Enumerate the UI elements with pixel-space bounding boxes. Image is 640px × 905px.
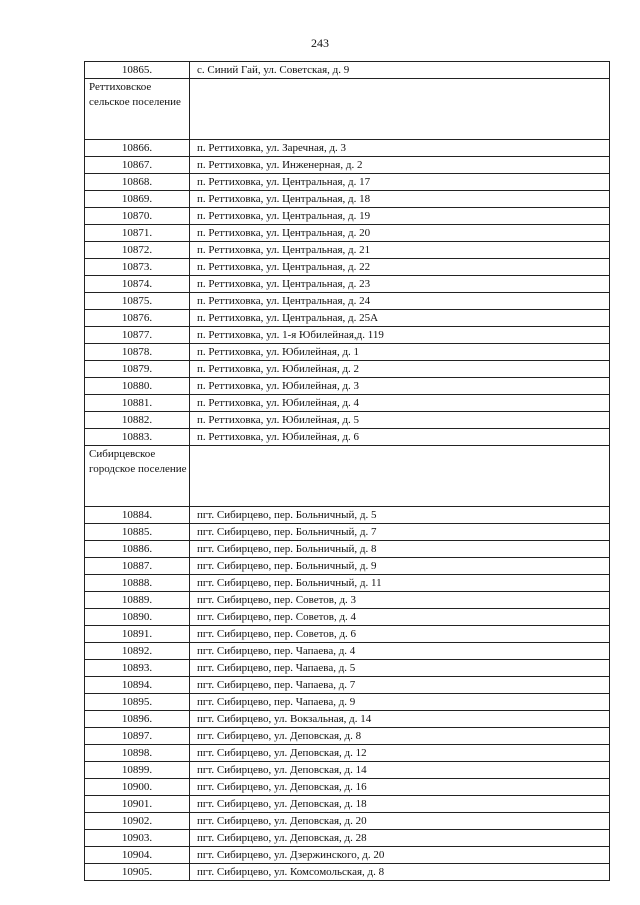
- table-row: [85, 174, 610, 191]
- entry-number: 10874.: [85, 276, 190, 293]
- table-row: [85, 361, 610, 378]
- entry-number: 10889.: [85, 592, 190, 609]
- entry-number: 10873.: [85, 259, 190, 276]
- entry-address: пгт. Сибирцево, пер. Советов, д. 3: [190, 592, 610, 609]
- entry-address: пгт. Сибирцево, ул. Деповская, д. 28: [190, 830, 610, 847]
- entry-address: пгт. Сибирцево, пер. Больничный, д. 11: [190, 575, 610, 592]
- entry-address: пгт. Сибирцево, пер. Советов, д. 4: [190, 609, 610, 626]
- table-row: [85, 344, 610, 361]
- table-row: [85, 677, 610, 694]
- section-empty-cell: [190, 446, 610, 507]
- entry-address: п. Реттиховка, ул. Центральная, д. 23: [190, 276, 610, 293]
- entry-number: 10900.: [85, 779, 190, 796]
- entry-number: 10882.: [85, 412, 190, 429]
- entry-address: п. Реттиховка, ул. Центральная, д. 20: [190, 225, 610, 242]
- entry-address: пгт. Сибирцево, ул. Деповская, д. 20: [190, 813, 610, 830]
- section-header-row: [85, 446, 610, 507]
- table-row: [85, 412, 610, 429]
- table-row: [85, 378, 610, 395]
- table-row: [85, 259, 610, 276]
- table-row: [85, 694, 610, 711]
- table-row: [85, 779, 610, 796]
- table-row: [85, 643, 610, 660]
- table-row: [85, 609, 610, 626]
- entry-number: 10898.: [85, 745, 190, 762]
- section-name: Сибирцевское городское поселение: [85, 446, 190, 507]
- section-header-row: [85, 79, 610, 140]
- entry-address: пгт. Сибирцево, пер. Больничный, д. 9: [190, 558, 610, 575]
- entry-number: 10865.: [85, 62, 190, 79]
- entry-number: 10876.: [85, 310, 190, 327]
- entry-number: 10879.: [85, 361, 190, 378]
- entry-address: пгт. Сибирцево, ул. Комсомольская, д. 8: [190, 864, 610, 881]
- address-registry-table: [84, 61, 610, 881]
- entry-address: п. Реттиховка, ул. Заречная, д. 3: [190, 140, 610, 157]
- table-row: [85, 558, 610, 575]
- entry-address: п. Реттиховка, ул. Центральная, д. 25А: [190, 310, 610, 327]
- entry-address: пгт. Сибирцево, пер. Чапаева, д. 5: [190, 660, 610, 677]
- table-row: [85, 191, 610, 208]
- entry-number: 10894.: [85, 677, 190, 694]
- table-row: [85, 796, 610, 813]
- entry-address: п. Реттиховка, ул. Центральная, д. 19: [190, 208, 610, 225]
- entry-address: пгт. Сибирцево, пер. Чапаева, д. 4: [190, 643, 610, 660]
- entry-address: п. Реттиховка, ул. Юбилейная, д. 5: [190, 412, 610, 429]
- entry-address: п. Реттиховка, ул. Центральная, д. 21: [190, 242, 610, 259]
- section-empty-cell: [190, 79, 610, 140]
- entry-address: пгт. Сибирцево, пер. Больничный, д. 7: [190, 524, 610, 541]
- section-name: Реттиховское сельское поселение: [85, 79, 190, 140]
- entry-number: 10869.: [85, 191, 190, 208]
- table-row: [85, 626, 610, 643]
- entry-number: 10885.: [85, 524, 190, 541]
- entry-number: 10893.: [85, 660, 190, 677]
- entry-address: пгт. Сибирцево, пер. Чапаева, д. 9: [190, 694, 610, 711]
- entry-number: 10880.: [85, 378, 190, 395]
- entry-number: 10890.: [85, 609, 190, 626]
- entry-number: 10902.: [85, 813, 190, 830]
- table-row: [85, 507, 610, 524]
- table-row: [85, 813, 610, 830]
- table-row: [85, 711, 610, 728]
- entry-number: 10868.: [85, 174, 190, 191]
- entry-address: пгт. Сибирцево, ул. Деповская, д. 14: [190, 762, 610, 779]
- table-row: [85, 830, 610, 847]
- entry-address: пгт. Сибирцево, ул. Дзержинского, д. 20: [190, 847, 610, 864]
- table-row: [85, 592, 610, 609]
- entry-address: п. Реттиховка, ул. Юбилейная, д. 4: [190, 395, 610, 412]
- entry-address: п. Реттиховка, ул. Центральная, д. 22: [190, 259, 610, 276]
- table-row: [85, 660, 610, 677]
- entry-number: 10904.: [85, 847, 190, 864]
- entry-address: пгт. Сибирцево, пер. Чапаева, д. 7: [190, 677, 610, 694]
- table-row: [85, 225, 610, 242]
- entry-address: п. Реттиховка, ул. 1-я Юбилейная,д. 119: [190, 327, 610, 344]
- entry-number: 10901.: [85, 796, 190, 813]
- entry-address: п. Реттиховка, ул. Юбилейная, д. 1: [190, 344, 610, 361]
- table-row: [85, 745, 610, 762]
- entry-number: 10892.: [85, 643, 190, 660]
- table-row: [85, 327, 610, 344]
- entry-address: п. Реттиховка, ул. Центральная, д. 17: [190, 174, 610, 191]
- page-number: 243: [311, 36, 329, 50]
- entry-number: 10866.: [85, 140, 190, 157]
- entry-address: п. Реттиховка, ул. Юбилейная, д. 2: [190, 361, 610, 378]
- table-row: [85, 395, 610, 412]
- entry-address: п. Реттиховка, ул. Центральная, д. 24: [190, 293, 610, 310]
- entry-address: пгт. Сибирцево, ул. Вокзальная, д. 14: [190, 711, 610, 728]
- entry-address: п. Реттиховка, ул. Юбилейная, д. 6: [190, 429, 610, 446]
- entry-number: 10881.: [85, 395, 190, 412]
- table-row: [85, 242, 610, 259]
- registry-body: [85, 62, 610, 881]
- table-row: [85, 762, 610, 779]
- entry-number: 10877.: [85, 327, 190, 344]
- entry-number: 10905.: [85, 864, 190, 881]
- table-row: [85, 62, 610, 79]
- table-row: [85, 864, 610, 881]
- entry-number: 10878.: [85, 344, 190, 361]
- entry-number: 10872.: [85, 242, 190, 259]
- entry-address: пгт. Сибирцево, пер. Больничный, д. 8: [190, 541, 610, 558]
- entry-number: 10899.: [85, 762, 190, 779]
- entry-address: пгт. Сибирцево, ул. Деповская, д. 18: [190, 796, 610, 813]
- entry-address: пгт. Сибирцево, ул. Деповская, д. 12: [190, 745, 610, 762]
- entry-number: 10886.: [85, 541, 190, 558]
- table-row: [85, 429, 610, 446]
- entry-number: 10871.: [85, 225, 190, 242]
- entry-address: пгт. Сибирцево, пер. Советов, д. 6: [190, 626, 610, 643]
- entry-number: 10870.: [85, 208, 190, 225]
- entry-number: 10883.: [85, 429, 190, 446]
- entry-number: 10888.: [85, 575, 190, 592]
- entry-number: 10895.: [85, 694, 190, 711]
- table-row: [85, 310, 610, 327]
- table-row: [85, 276, 610, 293]
- table-row: [85, 728, 610, 745]
- entry-number: 10875.: [85, 293, 190, 310]
- table-row: [85, 575, 610, 592]
- entry-address: п. Реттиховка, ул. Юбилейная, д. 3: [190, 378, 610, 395]
- entry-number: 10903.: [85, 830, 190, 847]
- entry-address: пгт. Сибирцево, пер. Больничный, д. 5: [190, 507, 610, 524]
- entry-number: 10867.: [85, 157, 190, 174]
- entry-number: 10896.: [85, 711, 190, 728]
- entry-address: п. Реттиховка, ул. Центральная, д. 18: [190, 191, 610, 208]
- entry-address: с. Синий Гай, ул. Советская, д. 9: [190, 62, 610, 79]
- table-row: [85, 140, 610, 157]
- table-row: [85, 157, 610, 174]
- entry-number: 10887.: [85, 558, 190, 575]
- table-row: [85, 541, 610, 558]
- table-row: [85, 208, 610, 225]
- entry-number: 10884.: [85, 507, 190, 524]
- entry-number: 10897.: [85, 728, 190, 745]
- entry-address: пгт. Сибирцево, ул. Деповская, д. 16: [190, 779, 610, 796]
- entry-number: 10891.: [85, 626, 190, 643]
- table-row: [85, 524, 610, 541]
- entry-address: пгт. Сибирцево, ул. Деповская, д. 8: [190, 728, 610, 745]
- entry-address: п. Реттиховка, ул. Инженерная, д. 2: [190, 157, 610, 174]
- table-row: [85, 847, 610, 864]
- table-row: [85, 293, 610, 310]
